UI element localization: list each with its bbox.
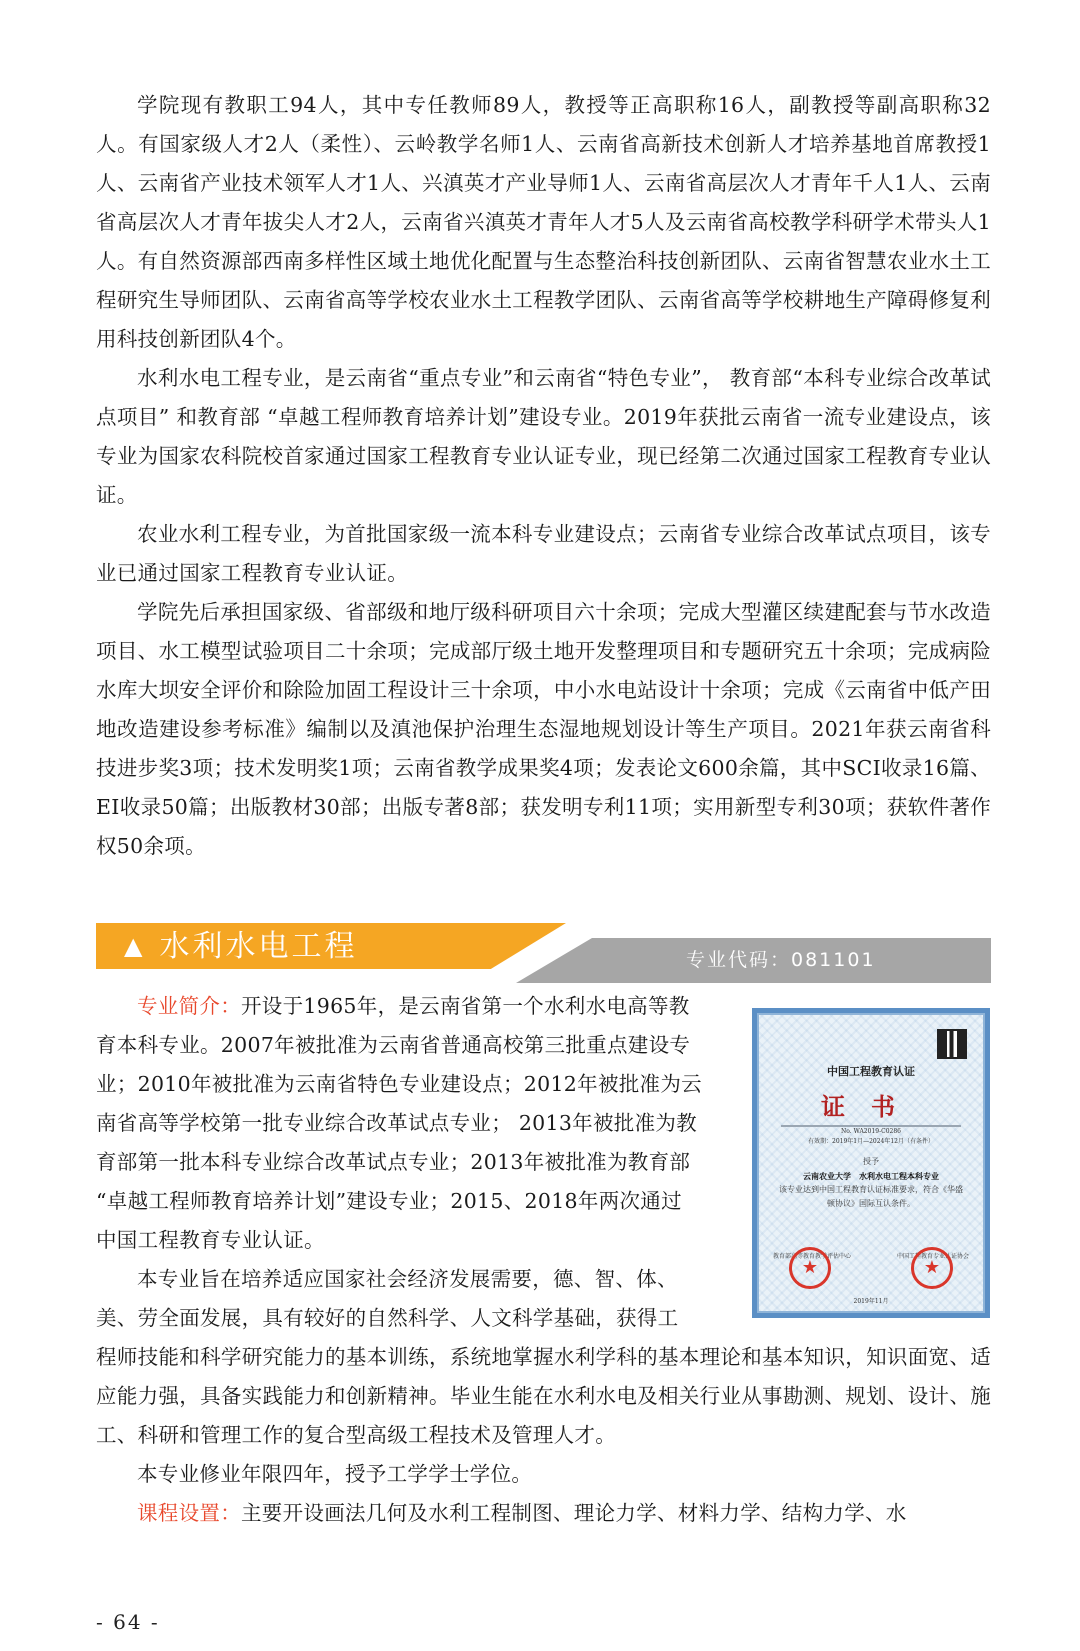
intro-label: 专业简介： [137,994,241,1018]
triangle-icon: ▲ [124,932,146,960]
certificate-header: 中国工程教育认证 [827,1065,915,1078]
certificate-date: 2019年11月 [853,1298,889,1305]
major-code: 专业代码：081101 [686,949,876,971]
seal-star-icon: ★ [789,1247,831,1289]
intro-block [96,987,736,1338]
courses-label: 课程设置： [137,1501,241,1525]
intro-line: 育部第一批本科专业综合改革试点专业；2013年被批准为教育部 [96,1150,691,1174]
paragraph-agri-water-major: 农业水利工程专业，为首批国家级一流本科专业建设点；云南省专业综合改革试点项目，该专业已通过国家工程教育专业认证。 [96,522,991,585]
intro-line: 南省高等学校第一批专业综合改革试点专业； 2013年被批准为教 [96,1111,697,1135]
qr-code-icon [937,1029,967,1059]
intro-line: 育本科专业。2007年被批准为云南省普通高校第三批重点建设专 [96,1033,691,1057]
goal-line: 美、劳全面发展，具有较好的自然科学、人文科学基础，获得工 [96,1306,679,1330]
duration-paragraph: 本专业修业年限四年，授予工学学士学位。 [137,1462,533,1486]
section-banner [96,923,991,983]
goal-line: 本专业旨在培养适应国家社会经济发展需要，德、智、体、 [137,1267,678,1291]
certificate-meta: No. WA2019-C0286 有效期：2019年1月—2024年12月（有条件） [808,1128,934,1145]
courses-paragraph: 课程设置：主要开设画法几何及水利工程制图、理论力学、材料力学、结构力学、水 [137,1501,907,1525]
section-title [124,927,357,966]
intro-line: 专业简介：开设于1965年，是云南省第一个水利水电高等教 [137,994,690,1018]
paragraph-hydraulic-major: 水利水电工程专业，是云南省“重点专业”和云南省“特色专业”， 教育部“本科专业综合改革试点项目” 和教育部 “卓越工程师教育培养计划”建设专业。2019年获批云南省一流专业建设点，该专业为国家农科院校首家通过国家工程教育专业认证专业，现已经第二次通过国家工程教育专业认证。 [96,366,991,507]
section-title-text: 水利水电工程 [159,929,358,964]
paragraph-faculty: 学院现有教职工94人，其中专任教师89人，教授等正高职称16人，副教授等副高职称32人。有国家级人才2人（柔性）、云岭教学名师1人、云南省高新技术创新人才培养基地首席教授1人、云南省产业技术领军人才1人、兴滇英才产业导师1人、云南省高层次人才青年千人1人、云南省高层次人才青年拔尖人才2人，云南省兴滇英才青年人才5人及云南省高校教学科研学术带头人1人。有自然资源部西南多样性区域土地优化配置与生态整治科技创新团队、云南省智慧农业水土工程研究生导师团队、云南省高等学校农业水土工程教学团队、云南省高等学校耕地生产障碍修复利用科技创新团队4个。 [96,93,991,351]
certificate-body: 授予 云南农业大学 水利水电工程本科专业 该专业达到中国工程教育认证标准要求，符合《华盛顿协议》国际互认条件。 [779,1157,963,1208]
certificate-image [752,1008,990,1318]
page-number: - 64 - [96,1610,160,1634]
intro-line: 业；2010年被批准为云南省特色专业建设点；2012年被批准为云 [96,1072,702,1096]
goal-paragraph-rest: 程师技能和科学研究能力的基本训练，系统地掌握水利学科的基本理论和基本知识，知识面宽、适应能力强，具备实践能力和创新精神。毕业生能在水利水电及相关行业从事勘测、规划、设计、施工、科研和管理工作的复合型高级工程技术及管理人才。 [96,1345,991,1447]
certificate-issuers: 教育部高等教育教学评估中心 中国工程教育专业认证协会 [773,1253,969,1260]
certificate-frame [757,1013,985,1313]
paragraph-research: 学院先后承担国家级、省部级和地厅级科研项目六十余项；完成大型灌区续建配套与节水改造项目、水工模型试验项目二十余项；完成部厅级土地开发整理项目和专题研究五十余项；完成病险水库大坝安全评价和除险加固工程设计三十余项，中小水电站设计十余项；完成《云南省中低产田地改造建设参考标准》编制以及滇池保护治理生态湿地规划设计等生产项目。2021年获云南省科技进步奖3项；技术发明奖1项；云南省教学成果奖4项；发表论文600余篇，其中SCI收录16篇、EI收录50篇；出版教材30部；出版专著8部；获发明专利11项；实用新型专利30项；获软件著作权50余项。 [96,600,991,858]
certificate-title: 证书 [821,1092,921,1121]
intro-line: “卓越工程师教育培养计划”建设专业；2015、2018年两次通过 [96,1189,682,1213]
seal-star-icon: ★ [911,1247,953,1289]
intro-line: 中国工程教育专业认证。 [96,1228,325,1252]
